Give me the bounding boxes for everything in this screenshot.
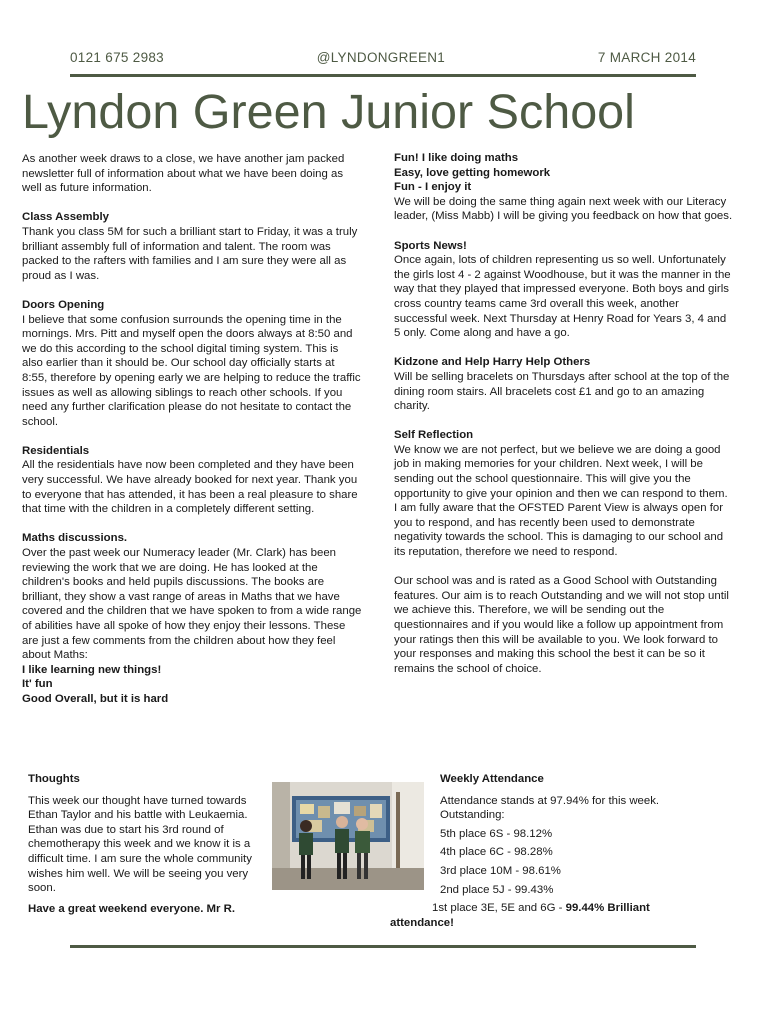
self-reflection-body: Our school was and is rated as a Good School with Outstanding features. Our aim is to reach Outstanding and we will not stop until we achieve this. Therefore, we will be sending out the questionnaires and if you would like a follow up appointment from your ratings then this will be available to you. We look forward to your responses and making this school the best it can be so it remains the school of choice.	[394, 575, 729, 675]
thoughts-heading: Thoughts	[28, 773, 80, 785]
attendance-place: 5th place 6S - 98.12%	[440, 827, 553, 840]
attendance-place: 2nd place 5J - 99.43%	[440, 883, 554, 896]
class-assembly-body: Thank you class 5M for such a brilliant start to Friday, it was a truly brilliant assembly full of information and talent. The room was packed to the rafters with families and I am sure they were all as proud as I was.	[22, 225, 358, 282]
first-place-text: 1st place 3E, 5E and 6G -	[432, 902, 566, 915]
residentials-body: All the residentials have now been completed and they have been very successful. We have already booked for next year. Thank you to everyone that has attended, it has been a real pleasure to share that time with the children in a completely different setting.	[22, 459, 358, 516]
attendance-section	[390, 772, 720, 934]
first-place-suffix: % Brilliant attendance!	[390, 902, 650, 929]
maths-quote: It' fun	[22, 678, 53, 691]
left-column	[22, 152, 362, 707]
maths-body: Over the past week our Numeracy leader (Mr. Clark) has been reviewing the work that we are doing. He has looked at the children's books and held pupils discussions. The books are brilliant, they show a vast range of areas in Maths that we have covered and the children that we have spoken to from a wide range of abilities have all spoke of how they enjoy their lessons. These are just a few comments from the children about how they feel about Maths:	[22, 547, 362, 662]
thoughts-signoff: Have a great weekend everyone. Mr R.	[28, 902, 236, 915]
doors-opening-body: I believe that some confusion surrounds the opening time in the mornings. Mrs. Pitt and myself open the doors always at 8:50 and we do this according to the school digital timing system. This is also earlier than it should be. Our school day officially starts at 8:55, therefore by opening early we are helping to reduce the traffic issues as well as allowing siblings to reach other schools. If you need any further clarification please do not hesitate to contact the school.	[22, 313, 361, 428]
maths-quote: Fun! I like doing maths	[394, 152, 519, 164]
kidzone-body: Will be selling bracelets on Thursdays after school at the top of the dining room stairs. All bracelets cost £1 and go to an amazing charity.	[394, 370, 730, 413]
twitter-handle[interactable]: @LYNDONGREEN1	[316, 50, 446, 65]
residentials-heading: Residentials	[22, 444, 90, 457]
thoughts-section	[28, 772, 263, 916]
intro-paragraph: As another week draws to a close, we have another jam packed newsletter full of information about what we have been doing as well as future information.	[22, 153, 345, 195]
class-photo	[272, 782, 424, 890]
right-column	[394, 151, 734, 676]
attendance-first-place	[390, 901, 710, 930]
sports-news-heading: Sports News!	[394, 239, 467, 252]
self-reflection-body: We know we are not perfect, but we believe we are doing a good job in making memories for your children. Next week, I will be sending out the school questionnaire. This will give you the opportunity to give your opinion and then we can respond to them. I am fully aware that the OFSTED Parent View is always open for you to respond, and has recently been used to demonstrate negativity towards the school. This is damaging to our school and its reputation, therefore we need to respond.	[394, 443, 728, 559]
maths-heading: Maths discussions.	[22, 532, 128, 545]
first-place-value: 99.44	[565, 902, 595, 915]
sports-news-body: Once again, lots of children representing us so well. Unfortunately the girls lost 4 - 2 against Woodhouse, but it was the manner in the way that they played that impressed everyone. Both boys and girls cross country teams came 3rd overall this week, another successful week. Next Thursday at Henry Road for Years 3, 4 and 5 only. Come along and have a go.	[394, 254, 731, 340]
phone-number: 0121 675 2983	[70, 50, 164, 65]
kidzone-heading: Kidzone and Help Harry Help Others	[394, 356, 591, 369]
self-reflection-heading: Self Reflection	[394, 429, 474, 442]
maths-quote: Good Overall, but it is hard	[22, 692, 169, 705]
maths-followup: We will be doing the same thing again next week with our Literacy leader, (Miss Mabb) I will be giving you feedback on how that goes.	[394, 195, 733, 223]
thoughts-body: This week our thought have turned towards Ethan Taylor and his battle with Leukaemia. Ethan was due to start his 3rd round of chemotherapy this week and we know it is a difficult time. I am sure the whole community wishes him well. We will be seeing you very soon.	[28, 794, 252, 895]
attendance-intro: Attendance stands at 97.94% for this week. Outstanding:	[440, 794, 660, 822]
maths-quote: Fun - I enjoy it	[394, 181, 472, 194]
attendance-place: 3rd place 10M - 98.61%	[440, 864, 561, 877]
class-photo-illustration	[272, 782, 424, 890]
class-assembly-heading: Class Assembly	[22, 211, 109, 224]
header-divider	[70, 74, 696, 77]
maths-quote: Easy, love getting homework	[394, 166, 551, 179]
attendance-heading: Weekly Attendance	[440, 773, 544, 785]
newsletter-date: 7 MARCH 2014	[597, 50, 696, 65]
maths-quote: I like learning new things!	[22, 663, 162, 676]
doors-opening-heading: Doors Opening	[22, 298, 105, 311]
header-bar	[70, 50, 696, 65]
footer-divider	[70, 945, 696, 948]
attendance-place: 4th place 6C - 98.28%	[440, 846, 553, 859]
page-title: Lyndon Green Junior School	[22, 85, 635, 139]
